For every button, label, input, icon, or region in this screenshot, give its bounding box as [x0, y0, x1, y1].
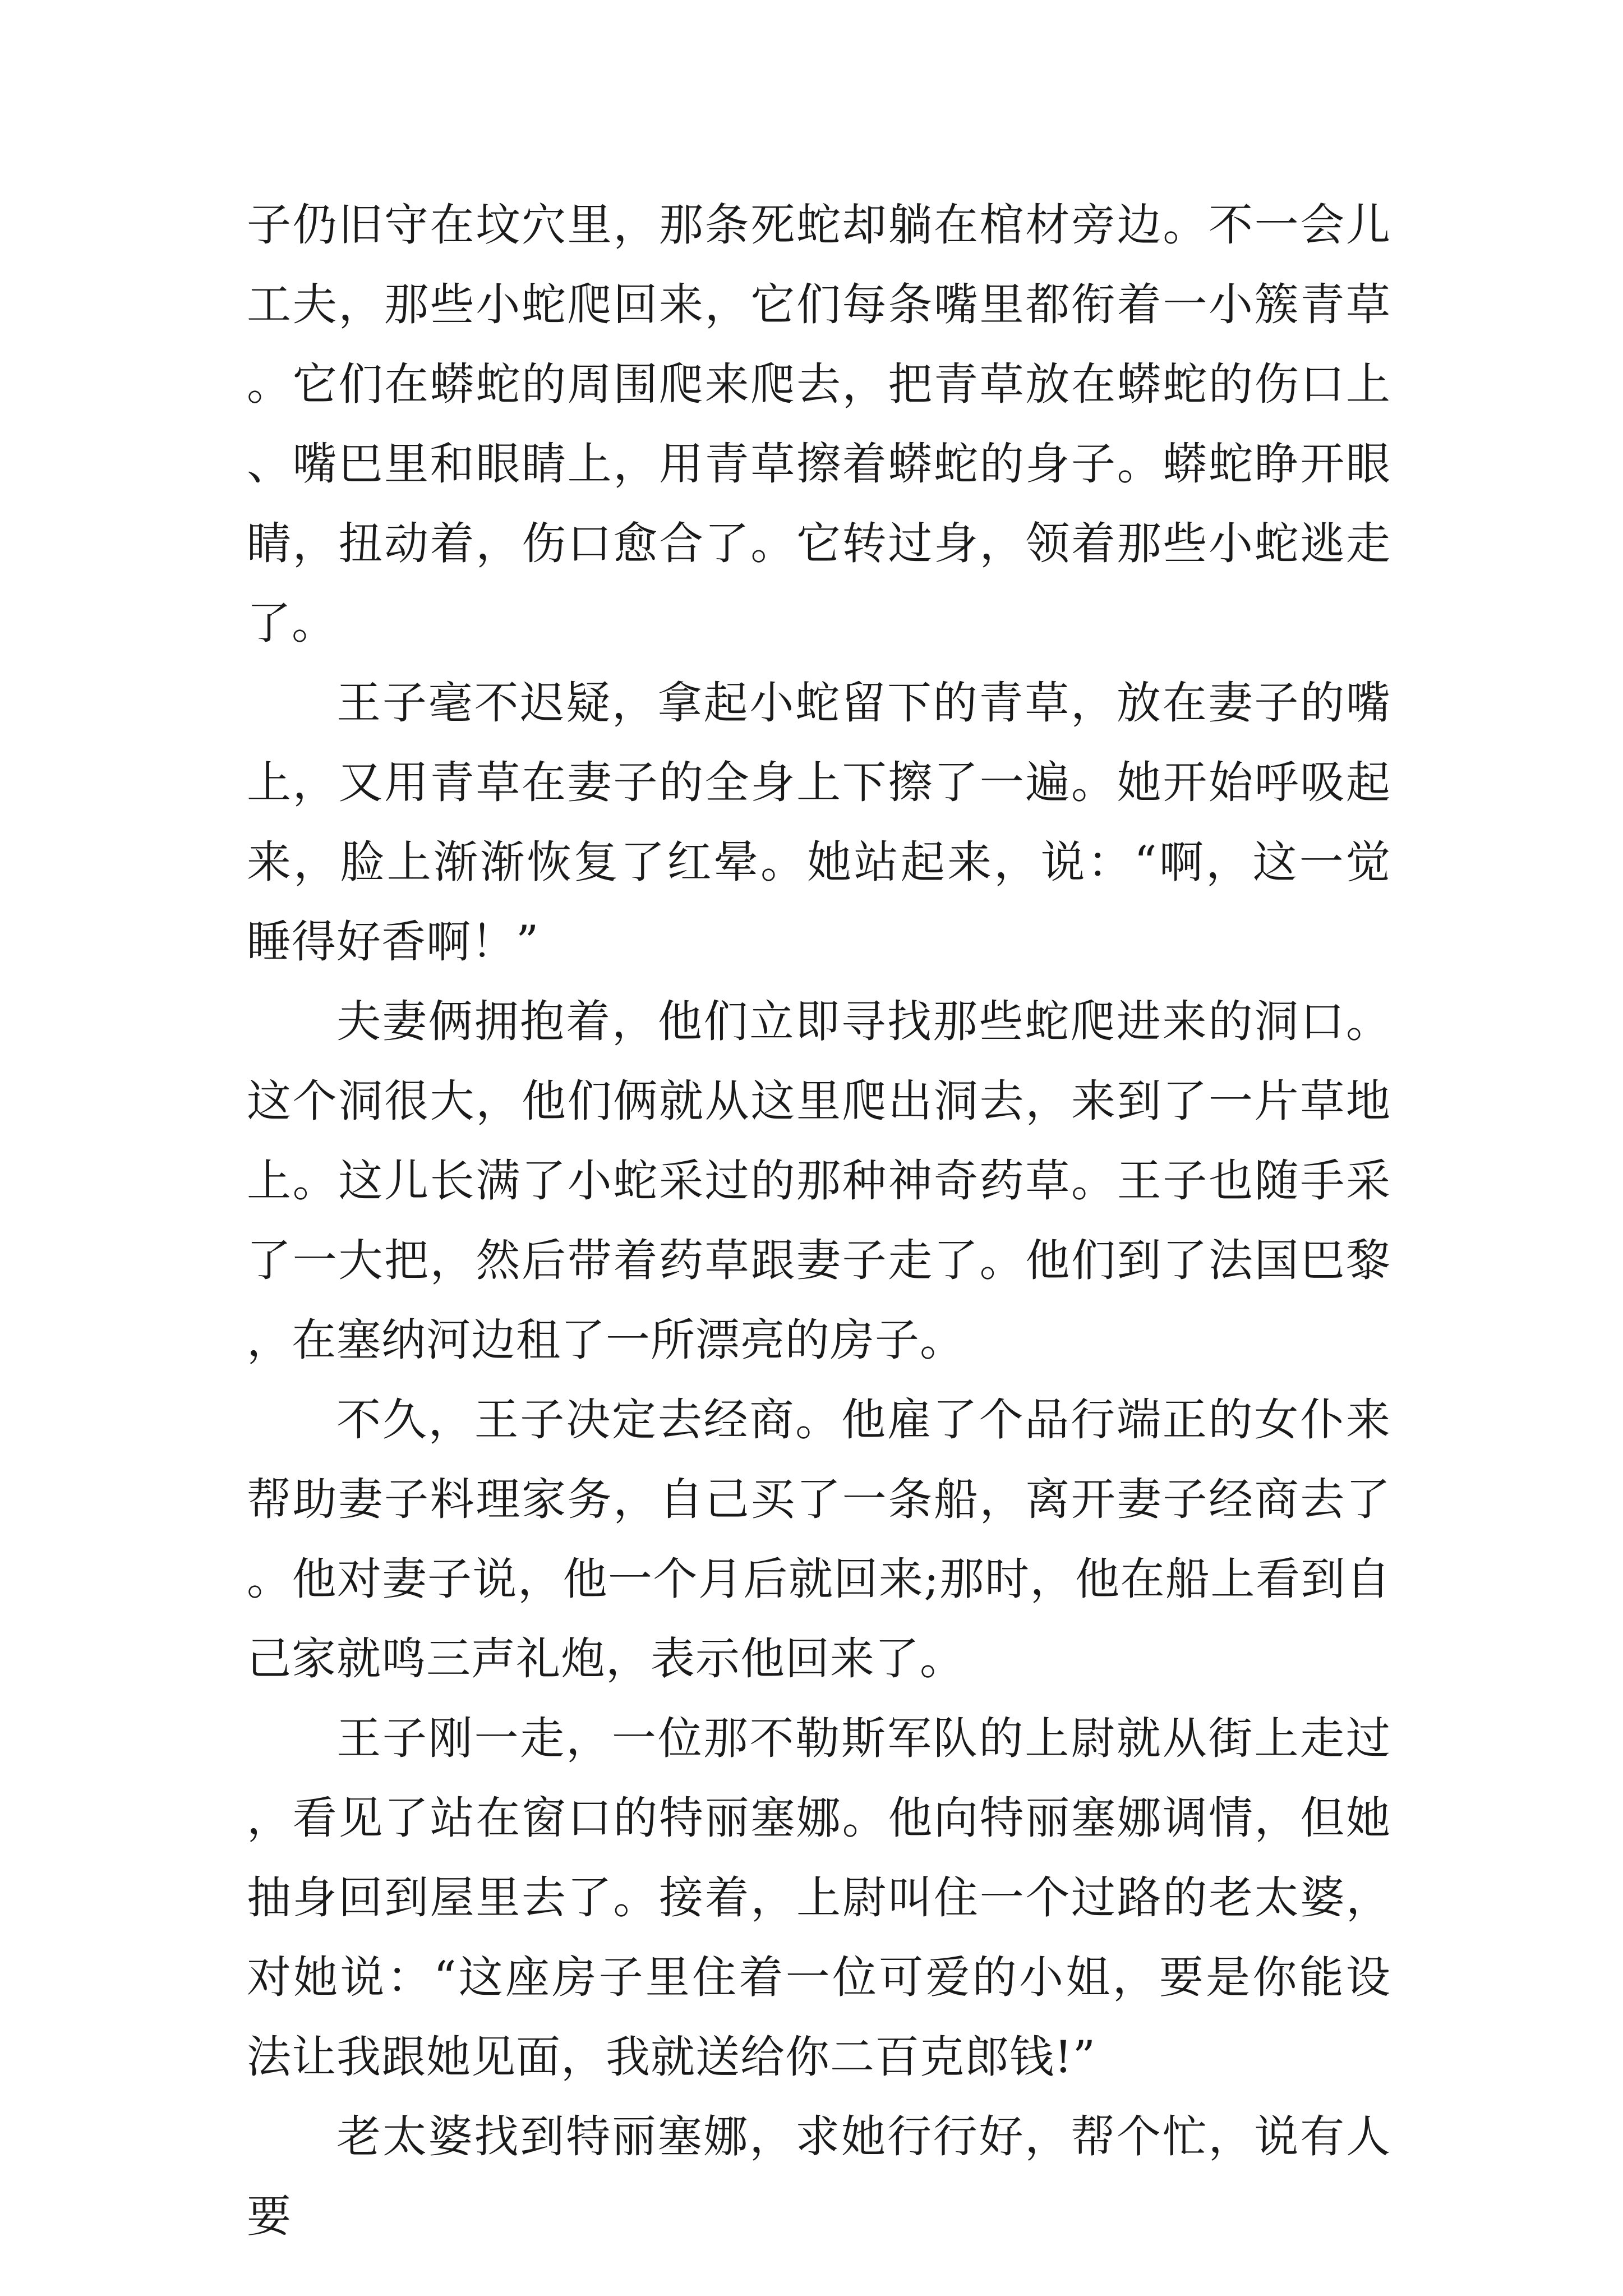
paragraph-2: 王子毫不迟疑，拿起小蛇留下的青草，放在妻子的嘴上，又用青草在妻子的全身上下擦了一遍。她开始呼吸起来，脸上渐渐恢复了红晕。她站起来，说：“啊，这一觉睡得好香啊！” — [247, 677, 1391, 968]
paragraph-1: 子仍旧守在坟穴里，那条死蛇却躺在棺材旁边。不一会儿工夫，那些小蛇爬回来，它们每条嘴里都衔着一小簇青草。它们在蟒蛇的周围爬来爬去，把青草放在蟒蛇的伤口上、嘴巴里和眼睛上，用青草擦着蟒蛇的身子。蟒蛇睁开眼睛，扭动着，伤口愈合了。它转过身，领着那些小蛇逃走了。 — [247, 199, 1391, 649]
paragraph-5: 王子刚一走，一位那不勒斯军队的上尉就从街上走过，看见了站在窗口的特丽塞娜。他向特丽塞娜调情，但她抽身回到屋里去了。接着，上尉叫住一个过路的老太婆，对她说：“这座房子里住着一位可爱的小姐，要是你能设法让我跟她见面，我就送给你二百克郎钱!” — [247, 1713, 1391, 2083]
paragraph-3: 夫妻俩拥抱着，他们立即寻找那些蛇爬进来的洞口。这个洞很大，他们俩就从这里爬出洞去，来到了一片草地上。这儿长满了小蛇采过的那种神奇药草。王子也随手采了一大把，然后带着药草跟妻子走了。他们到了法国巴黎，在塞纳河边租了一所漂亮的房子。 — [247, 996, 1391, 1366]
paragraph-6: 老太婆找到特丽塞娜，求她行行好，帮个忙，说有人要 — [247, 2111, 1391, 2242]
paragraph-4: 不久，王子决定去经商。他雇了个品行端正的女仆来帮助妻子料理家务，自己买了一条船，离开妻子经商去了。他对妻子说，他一个月后就回来;那时，他在船上看到自己家就鸣三声礼炮，表示他回来了。 — [247, 1394, 1391, 1685]
document-body — [247, 185, 1391, 2256]
